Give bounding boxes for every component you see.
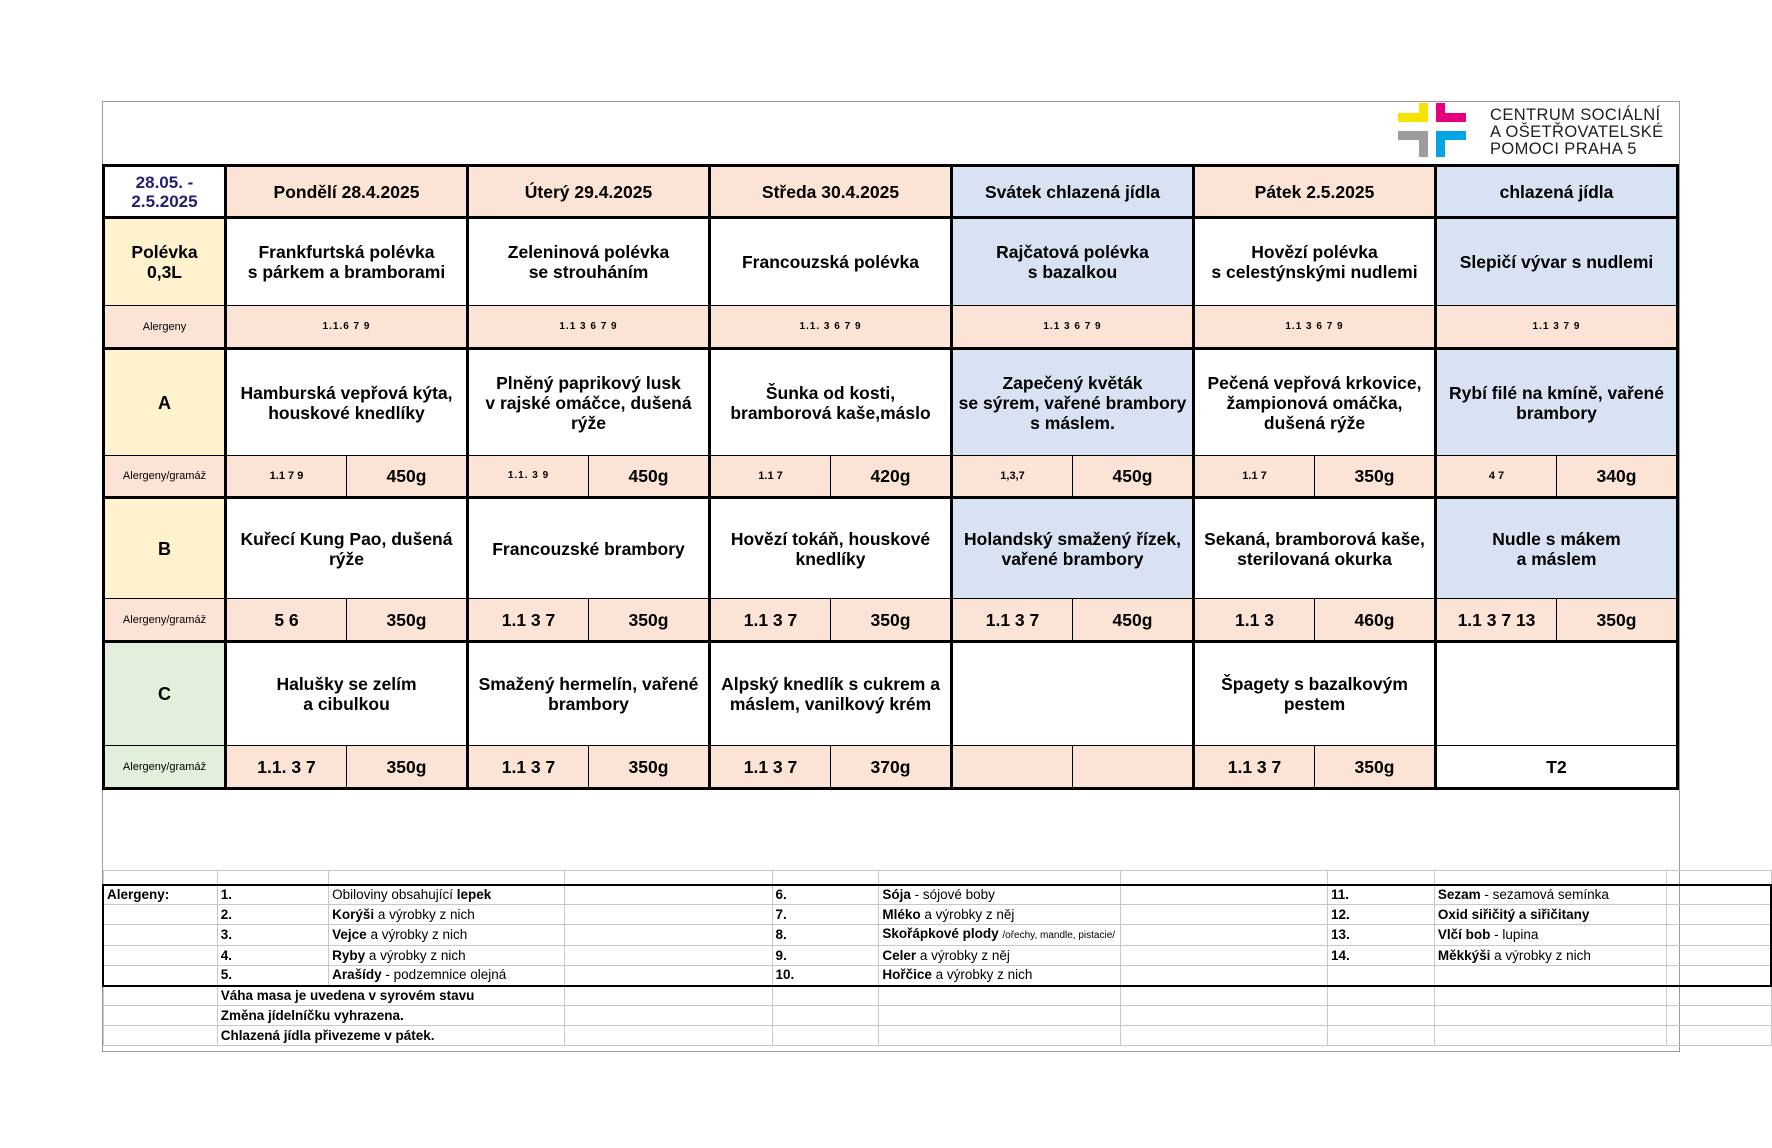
text-line: Plněný paprikový lusk bbox=[496, 372, 681, 393]
empty-cell bbox=[1120, 885, 1327, 905]
dish-item bbox=[1194, 642, 1436, 746]
dish-allergen-codes: 1.1 7 bbox=[710, 456, 831, 498]
soup-item bbox=[710, 218, 952, 306]
empty-cell bbox=[772, 1026, 879, 1046]
soup-item bbox=[226, 218, 468, 306]
allergen-text: - podzemnice olejná bbox=[381, 967, 507, 983]
text-line: Zeleninová polévka bbox=[507, 242, 670, 262]
dish-weight: 350g bbox=[1315, 746, 1436, 789]
allergen-text: a výrobky z něj bbox=[920, 906, 1015, 922]
note-row bbox=[103, 1006, 1771, 1026]
soup-allergen-row bbox=[104, 306, 1678, 349]
plus-cross-logo-icon bbox=[1398, 101, 1474, 163]
dish-weight: 350g bbox=[347, 599, 468, 642]
allergen-bold: Celer bbox=[882, 947, 917, 963]
text-line: Rybí filé na kmíně, vařené bbox=[1449, 382, 1664, 403]
dish-allergen-codes: 1.1. 3 7 bbox=[226, 746, 347, 789]
dish-item bbox=[1194, 498, 1436, 599]
allergen-text: - sezamová semínka bbox=[1480, 886, 1609, 902]
dish-allergen-codes: 1.1. 3 9 bbox=[468, 456, 589, 498]
text-line: s bazalkou bbox=[1027, 262, 1118, 282]
dish-allergen-codes bbox=[952, 746, 1073, 789]
legend-row bbox=[103, 925, 1771, 946]
text-line: brambory bbox=[1516, 402, 1597, 423]
allergen-name bbox=[1434, 946, 1666, 966]
soup-item bbox=[952, 218, 1194, 306]
text-line: Francouzské brambory bbox=[492, 538, 685, 559]
empty-cell bbox=[1120, 925, 1327, 946]
empty-cell bbox=[103, 946, 217, 966]
dish-weight: 340g bbox=[1557, 456, 1678, 498]
soup-allergen-codes: 1.1 3 6 7 9 bbox=[952, 306, 1194, 349]
text-line: Kuřecí Kung Pao, dušená bbox=[240, 528, 453, 549]
allergen-name bbox=[879, 966, 1121, 986]
dish-detail-row bbox=[104, 599, 1678, 642]
text-line: 2.5.2025 bbox=[131, 191, 198, 211]
dish-label: A bbox=[104, 349, 226, 456]
allergen-number: 12. bbox=[1328, 905, 1435, 925]
allergen-name bbox=[879, 885, 1121, 905]
header-row bbox=[104, 166, 1678, 218]
empty-cell bbox=[879, 1026, 1121, 1046]
dish-note: T2 bbox=[1436, 746, 1678, 789]
empty-cell bbox=[1667, 966, 1771, 986]
text-line: bramborová kaše,máslo bbox=[730, 402, 931, 423]
text-line: Smažený hermelín, vařené bbox=[478, 674, 699, 694]
allergen-number: 11. bbox=[1328, 885, 1435, 905]
empty-cell bbox=[103, 925, 217, 946]
allergen-bold: Korýši bbox=[332, 906, 375, 922]
text-line: Hovězí polévka bbox=[1251, 242, 1378, 262]
text-line: v rajské omáčce, dušená bbox=[485, 392, 692, 413]
dish-weight: 350g bbox=[1557, 599, 1678, 642]
day-header: Pátek 2.5.2025 bbox=[1194, 166, 1436, 218]
text-line: Hamburská vepřová kýta, bbox=[240, 382, 453, 403]
allergen-bold: Vejce bbox=[332, 927, 367, 942]
dish-item bbox=[710, 349, 952, 456]
allergen-name bbox=[879, 946, 1121, 966]
note-row bbox=[103, 986, 1771, 1006]
dish-allergen-codes: 1,3,7 bbox=[952, 456, 1073, 498]
dish-allergen-codes: 1.1 3 bbox=[1194, 599, 1315, 642]
dish-item bbox=[1436, 642, 1678, 746]
allergen-text: - sójové boby bbox=[910, 886, 995, 902]
empty-cell bbox=[1434, 1006, 1666, 1026]
dish-item bbox=[226, 498, 468, 599]
allergen-name bbox=[1434, 905, 1666, 925]
allergen-text: Obiloviny obsahující bbox=[332, 886, 457, 902]
dish-weight: 460g bbox=[1315, 599, 1436, 642]
empty-cell bbox=[1434, 1026, 1666, 1046]
text-line: Polévka bbox=[131, 242, 198, 262]
empty-cell bbox=[565, 885, 772, 905]
empty-cell bbox=[565, 946, 772, 966]
empty-cell bbox=[1120, 946, 1327, 966]
text-line: Zapečený květák bbox=[1002, 372, 1143, 393]
allergen-detail: /ořechy, mandle, pistacie/ bbox=[1002, 930, 1116, 941]
allergen-text: a výrobky z nich bbox=[1490, 947, 1591, 963]
allergen-bold: Vlčí bob bbox=[1437, 927, 1491, 942]
allergen-name bbox=[329, 966, 565, 986]
dish-item bbox=[468, 498, 710, 599]
dish-item bbox=[1194, 349, 1436, 456]
allergen-name bbox=[879, 905, 1121, 925]
empty-cell bbox=[1667, 946, 1771, 966]
legend-title: Alergeny: bbox=[103, 885, 217, 905]
allergen-text: a výrobky z nich bbox=[366, 927, 468, 942]
allergen-bold: Oxid siřičitý a siřičitany bbox=[1437, 906, 1590, 922]
allergen-number: 4. bbox=[217, 946, 328, 966]
dish-weight: 450g bbox=[1073, 599, 1194, 642]
dish-item bbox=[1436, 349, 1678, 456]
menu-note: Změna jídelníčku vyhrazena. bbox=[217, 1006, 565, 1026]
allergen-name bbox=[1434, 885, 1666, 905]
organization-name bbox=[1490, 107, 1664, 158]
day-header: Pondělí 28.4.2025 bbox=[226, 166, 468, 218]
day-header: Úterý 29.4.2025 bbox=[468, 166, 710, 218]
dish-weight: 370g bbox=[831, 746, 952, 789]
allergen-legend-table bbox=[102, 870, 1772, 1046]
allergen-number bbox=[1328, 966, 1435, 986]
dish-weight: 350g bbox=[831, 599, 952, 642]
dish-item bbox=[1436, 498, 1678, 599]
text-line: 28.05. - bbox=[135, 172, 194, 192]
empty-cell bbox=[1667, 986, 1771, 1006]
text-line: a cibulkou bbox=[303, 694, 390, 714]
dish-detail-row bbox=[104, 746, 1678, 789]
empty-cell bbox=[217, 871, 328, 885]
dish-allergen-codes: 1.1 7 bbox=[1194, 456, 1315, 498]
dish-row-a bbox=[104, 349, 1678, 456]
empty-cell bbox=[1120, 1006, 1327, 1026]
note-row bbox=[103, 1026, 1771, 1046]
day-header: Středa 30.4.2025 bbox=[710, 166, 952, 218]
allergen-number: 9. bbox=[772, 946, 879, 966]
organization-logo bbox=[1398, 101, 1678, 163]
empty-cell bbox=[1434, 986, 1666, 1006]
empty-cell bbox=[103, 1006, 217, 1026]
empty-cell bbox=[1434, 871, 1666, 885]
text-line: vařené brambory bbox=[1001, 548, 1144, 569]
dish-allergen-codes: 1.1 3 7 bbox=[468, 746, 589, 789]
empty-cell bbox=[1120, 966, 1327, 986]
text-line: s párkem a bramborami bbox=[247, 262, 446, 282]
logo-line: A OŠETŘOVATELSKÉ bbox=[1490, 123, 1664, 141]
empty-cell bbox=[1120, 1026, 1327, 1046]
dish-weight: 420g bbox=[831, 456, 952, 498]
text-line: Slepičí vývar s nudlemi bbox=[1459, 252, 1654, 272]
empty-cell bbox=[565, 871, 772, 885]
allergen-number: 10. bbox=[772, 966, 879, 986]
soup-item bbox=[1436, 218, 1678, 306]
allergen-number: 3. bbox=[217, 925, 328, 946]
empty-cell bbox=[1120, 986, 1327, 1006]
allergen-bold: Měkkýši bbox=[1437, 947, 1491, 963]
empty-cell bbox=[1667, 871, 1771, 885]
dish-detail-row bbox=[104, 456, 1678, 498]
allergen-label: Alergeny bbox=[104, 306, 226, 349]
empty-cell bbox=[879, 986, 1121, 1006]
empty-cell bbox=[1120, 871, 1327, 885]
empty-cell bbox=[1667, 905, 1771, 925]
legend-row bbox=[103, 946, 1771, 966]
text-line: Nudle s mákem bbox=[1492, 528, 1621, 549]
soup-item bbox=[1194, 218, 1436, 306]
allergen-number: 8. bbox=[772, 925, 879, 946]
text-line: dušená rýže bbox=[1263, 412, 1366, 433]
allergen-name bbox=[329, 946, 565, 966]
dish-weight: 350g bbox=[589, 599, 710, 642]
allergen-bold: Sezam bbox=[1437, 886, 1481, 902]
dish-label: C bbox=[104, 642, 226, 746]
text-line: Pečená vepřová krkovice, bbox=[1207, 372, 1422, 393]
empty-cell bbox=[565, 966, 772, 986]
text-line: Hovězí tokáň, houskové bbox=[730, 528, 931, 549]
allergen-name bbox=[329, 905, 565, 925]
dish-item bbox=[226, 349, 468, 456]
empty-cell bbox=[103, 905, 217, 925]
soup-allergen-codes: 1.1.6 7 9 bbox=[226, 306, 468, 349]
text-line: Francouzská polévka bbox=[741, 252, 920, 272]
detail-label: Alergeny/gramáž bbox=[104, 456, 226, 498]
dish-allergen-codes: 1.1 3 7 13 bbox=[1436, 599, 1557, 642]
text-line: žampionová omáčka, bbox=[1226, 392, 1403, 413]
dish-item bbox=[952, 349, 1194, 456]
dish-allergen-codes: 1.1 3 7 bbox=[1194, 746, 1315, 789]
allergen-number: 7. bbox=[772, 905, 879, 925]
text-line: Holandský smažený řízek, bbox=[964, 528, 1181, 549]
text-line: se strouháním bbox=[528, 262, 649, 282]
allergen-number: 2. bbox=[217, 905, 328, 925]
text-line: máslem, vanilkový krém bbox=[729, 694, 932, 714]
dish-label: B bbox=[104, 498, 226, 599]
empty-cell bbox=[879, 871, 1121, 885]
text-line: houskové knedlíky bbox=[268, 402, 425, 423]
dish-row-b bbox=[104, 498, 1678, 599]
allergen-bold: Skořápkové plody bbox=[882, 926, 999, 941]
dish-allergen-codes: 1.1 3 7 bbox=[468, 599, 589, 642]
dish-row-c bbox=[104, 642, 1678, 746]
text-line: sterilovaná okurka bbox=[1237, 548, 1392, 569]
legend-row bbox=[103, 905, 1771, 925]
text-line: Sekaná, bramborová kaše, bbox=[1204, 528, 1425, 549]
soup-allergen-codes: 1.1. 3 6 7 9 bbox=[710, 306, 952, 349]
logo-line: POMOCI PRAHA 5 bbox=[1490, 140, 1637, 158]
legend-spacer-row bbox=[103, 871, 1771, 885]
empty-cell bbox=[565, 1006, 772, 1026]
soup-label bbox=[104, 218, 226, 306]
allergen-text: a výrobky z nich bbox=[365, 947, 466, 963]
empty-cell bbox=[772, 1006, 879, 1026]
soup-item bbox=[468, 218, 710, 306]
allergen-name bbox=[329, 925, 565, 946]
dish-allergen-codes: 1.1 7 9 bbox=[226, 456, 347, 498]
empty-cell bbox=[103, 871, 217, 885]
text-line: a máslem bbox=[1516, 548, 1597, 569]
dish-weight: 350g bbox=[1315, 456, 1436, 498]
allergen-bold: Sója bbox=[882, 886, 911, 902]
allergen-name bbox=[1434, 925, 1666, 946]
dish-weight: 350g bbox=[589, 746, 710, 789]
dish-allergen-codes: 4 7 bbox=[1436, 456, 1557, 498]
soup-allergen-codes: 1.1 3 6 7 9 bbox=[468, 306, 710, 349]
empty-cell bbox=[1667, 1006, 1771, 1026]
dish-allergen-codes: 1.1 3 7 bbox=[952, 599, 1073, 642]
text-line: Šunka od kosti, bbox=[765, 382, 896, 403]
empty-cell bbox=[565, 1026, 772, 1046]
allergen-number: 6. bbox=[772, 885, 879, 905]
allergen-bold: lepek bbox=[456, 886, 492, 902]
text-line: brambory bbox=[548, 694, 629, 714]
dish-allergen-codes: 5 6 bbox=[226, 599, 347, 642]
dish-item bbox=[468, 642, 710, 746]
empty-cell bbox=[1328, 986, 1435, 1006]
allergen-name bbox=[329, 885, 565, 905]
empty-cell bbox=[1328, 1026, 1435, 1046]
allergen-name bbox=[1434, 966, 1666, 986]
dish-weight bbox=[1073, 746, 1194, 789]
dish-item bbox=[710, 642, 952, 746]
text-line: pestem bbox=[1283, 694, 1346, 714]
allergen-bold: Arašídy bbox=[332, 967, 382, 983]
allergen-text: a výrobky z nich bbox=[931, 967, 1033, 983]
detail-label: Alergeny/gramáž bbox=[104, 746, 226, 789]
allergen-number: 1. bbox=[217, 885, 328, 905]
dish-weight: 450g bbox=[347, 456, 468, 498]
allergen-text: - lupina bbox=[1490, 927, 1539, 942]
soup-allergen-codes: 1.1 3 7 9 bbox=[1436, 306, 1678, 349]
text-line: rýže bbox=[570, 412, 607, 433]
text-line: 0,3L bbox=[146, 262, 183, 282]
allergen-name bbox=[879, 925, 1121, 946]
dish-item bbox=[226, 642, 468, 746]
text-line: Špagety s bazalkovým bbox=[1221, 674, 1408, 694]
empty-cell bbox=[103, 986, 217, 1006]
text-line: rýže bbox=[328, 548, 365, 569]
text-line: s máslem. bbox=[1030, 412, 1115, 433]
allergen-bold: Ryby bbox=[332, 947, 366, 963]
day-header: chlazená jídla bbox=[1436, 166, 1678, 218]
text-line: Halušky se zelím bbox=[276, 674, 417, 694]
empty-cell bbox=[329, 871, 565, 885]
empty-cell bbox=[1328, 871, 1435, 885]
text-line: s celestýnskými nudlemi bbox=[1211, 262, 1418, 282]
allergen-number: 13. bbox=[1328, 925, 1435, 946]
empty-cell bbox=[103, 1026, 217, 1046]
dish-item bbox=[952, 642, 1194, 746]
menu-note: Váha masa je uvedena v syrovém stavu bbox=[217, 986, 565, 1006]
empty-cell bbox=[772, 871, 879, 885]
soup-row bbox=[104, 218, 1678, 306]
text-line: se sýrem, vařené brambory bbox=[958, 392, 1187, 413]
empty-cell bbox=[879, 1006, 1121, 1026]
empty-cell bbox=[103, 966, 217, 986]
text-line: Alpský knedlík s cukrem a bbox=[721, 674, 940, 694]
logo-line: CENTRUM SOCIÁLNÍ bbox=[1490, 106, 1661, 124]
dish-allergen-codes: 1.1 3 7 bbox=[710, 599, 831, 642]
allergen-text: a výrobky z nich bbox=[374, 906, 475, 922]
empty-cell bbox=[772, 986, 879, 1006]
dish-item bbox=[468, 349, 710, 456]
text-line: knedlíky bbox=[795, 548, 866, 569]
empty-cell bbox=[565, 905, 772, 925]
empty-cell bbox=[1120, 905, 1327, 925]
empty-cell bbox=[1328, 1006, 1435, 1026]
weekly-menu-table bbox=[102, 164, 1679, 790]
allergen-bold: Hořčice bbox=[882, 967, 932, 983]
empty-cell bbox=[565, 925, 772, 946]
empty-cell bbox=[1667, 1026, 1771, 1046]
text-line: Frankfurtská polévka bbox=[258, 242, 435, 262]
allergen-number: 14. bbox=[1328, 946, 1435, 966]
empty-cell bbox=[1667, 885, 1771, 905]
period-cell bbox=[104, 166, 226, 218]
allergen-text: a výrobky z něj bbox=[916, 947, 1010, 963]
dish-weight: 350g bbox=[347, 746, 468, 789]
soup-allergen-codes: 1.1 3 6 7 9 bbox=[1194, 306, 1436, 349]
dish-allergen-codes: 1.1 3 7 bbox=[710, 746, 831, 789]
detail-label: Alergeny/gramáž bbox=[104, 599, 226, 642]
menu-note: Chlazená jídla přivezeme v pátek. bbox=[217, 1026, 565, 1046]
dish-weight: 450g bbox=[589, 456, 710, 498]
empty-cell bbox=[1667, 925, 1771, 946]
allergen-number: 5. bbox=[217, 966, 328, 986]
text-line: Rajčatová polévka bbox=[996, 242, 1149, 262]
dish-weight: 450g bbox=[1073, 456, 1194, 498]
dish-item bbox=[710, 498, 952, 599]
legend-row bbox=[103, 885, 1771, 905]
empty-cell bbox=[565, 986, 772, 1006]
day-header: Svátek chlazená jídla bbox=[952, 166, 1194, 218]
allergen-bold: Mléko bbox=[882, 906, 921, 922]
dish-item bbox=[952, 498, 1194, 599]
legend-row bbox=[103, 966, 1771, 986]
